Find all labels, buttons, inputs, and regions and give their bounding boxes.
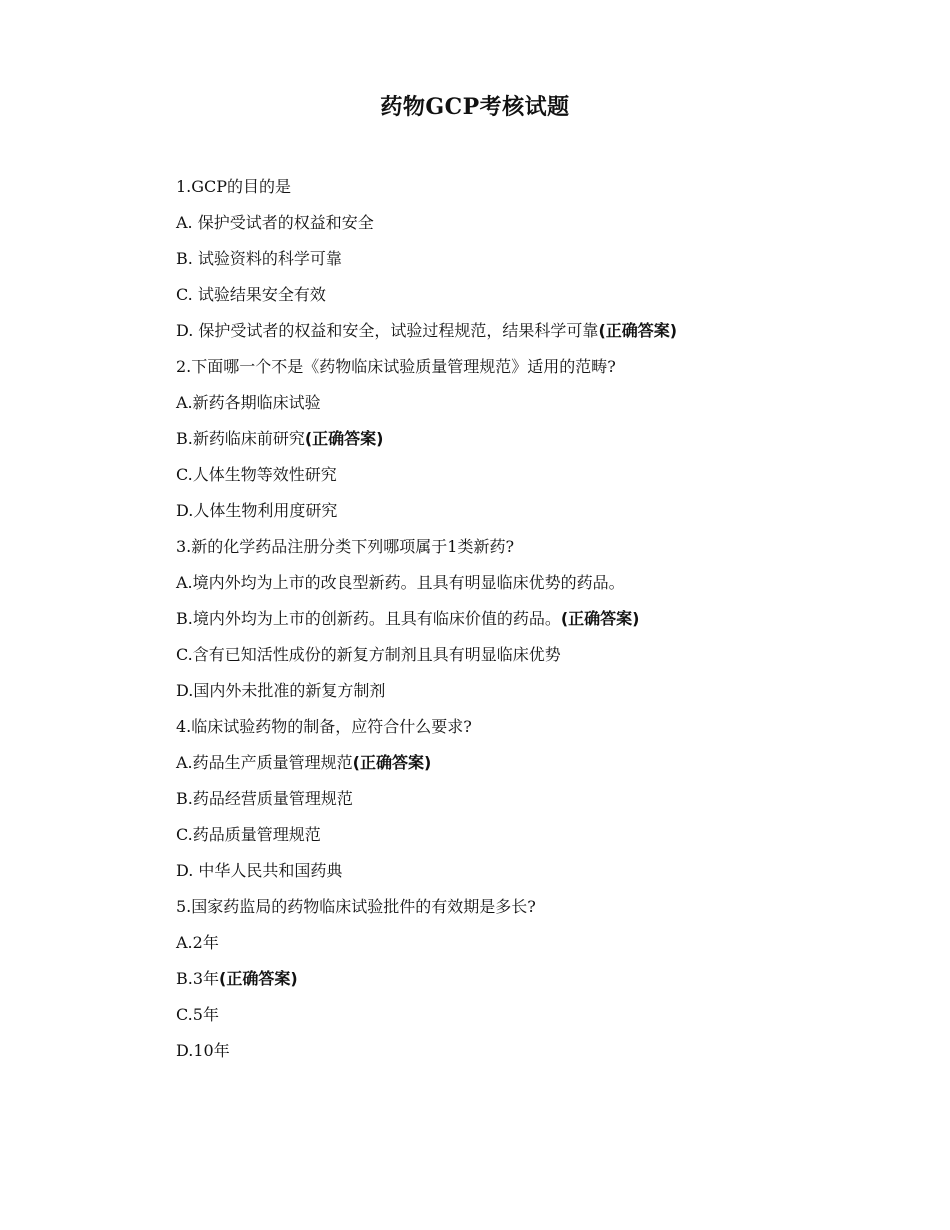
question-text: 5.国家药监局的药物临床试验批件的有效期是多长?	[176, 897, 536, 916]
question-list	[176, 174, 876, 1074]
option-line	[176, 426, 876, 462]
question-text: 1.GCP的目的是	[176, 177, 292, 196]
option-text: D. 保护受试者的权益和安全，试验过程规范，结果科学可靠	[176, 321, 599, 340]
question-text: 3.新的化学药品注册分类下列哪项属于1类新药?	[176, 537, 515, 556]
option-line	[176, 462, 876, 498]
option-line	[176, 786, 876, 822]
option-text: B. 试验资料的科学可靠	[176, 249, 342, 268]
option-line	[176, 750, 876, 786]
option-line	[176, 246, 876, 282]
option-text: A.新药各期临床试验	[176, 393, 321, 412]
option-line	[176, 570, 876, 606]
option-line	[176, 210, 876, 246]
option-line	[176, 822, 876, 858]
option-line	[176, 858, 876, 894]
option-line	[176, 642, 876, 678]
option-line	[176, 966, 876, 1002]
option-line	[176, 390, 876, 426]
question-text: 2.下面哪一个不是《药物临床试验质量管理规范》适用的范畴?	[176, 357, 616, 376]
option-line	[176, 678, 876, 714]
option-text: A.境内外均为上市的改良型新药。且具有明显临床优势的药品。	[176, 573, 625, 592]
option-line	[176, 1002, 876, 1038]
option-text: B.3年	[176, 969, 220, 988]
correct-answer-tag: (正确答案)	[219, 969, 298, 988]
option-text: A.2年	[176, 933, 219, 952]
option-text: D.人体生物利用度研究	[176, 501, 338, 520]
option-text: B.药品经营质量管理规范	[176, 789, 353, 808]
option-text: A. 保护受试者的权益和安全	[176, 213, 374, 232]
option-line	[176, 606, 876, 642]
question-text: 4.临床试验药物的制备，应符合什么要求?	[176, 717, 472, 736]
option-line	[176, 1038, 876, 1074]
option-line	[176, 318, 876, 354]
option-text: D.国内外未批准的新复方制剂	[176, 681, 386, 700]
correct-answer-tag: (正确答案)	[560, 609, 640, 628]
option-line	[176, 498, 876, 534]
option-text: C.5年	[176, 1005, 219, 1024]
option-text: D.10年	[176, 1041, 230, 1060]
option-text: C. 试验结果安全有效	[176, 285, 326, 304]
option-text: D. 中华人民共和国药典	[176, 861, 343, 880]
document-title: 药物GCP考核试题	[380, 94, 570, 120]
correct-answer-tag: (正确答案)	[304, 429, 384, 448]
option-text: B.新药临床前研究	[176, 429, 305, 448]
correct-answer-tag: (正确答案)	[352, 753, 432, 772]
option-text: C.含有已知活性成份的新复方制剂且具有明显临床优势	[176, 645, 561, 664]
correct-answer-tag: (正确答案)	[598, 321, 678, 340]
option-text: A.药品生产质量管理规范	[176, 753, 353, 772]
option-text: C.药品质量管理规范	[176, 825, 321, 844]
option-text: C.人体生物等效性研究	[176, 465, 337, 484]
option-text: B.境内外均为上市的创新药。且具有临床价值的药品。	[176, 609, 561, 628]
option-line	[176, 930, 876, 966]
option-line	[176, 282, 876, 318]
